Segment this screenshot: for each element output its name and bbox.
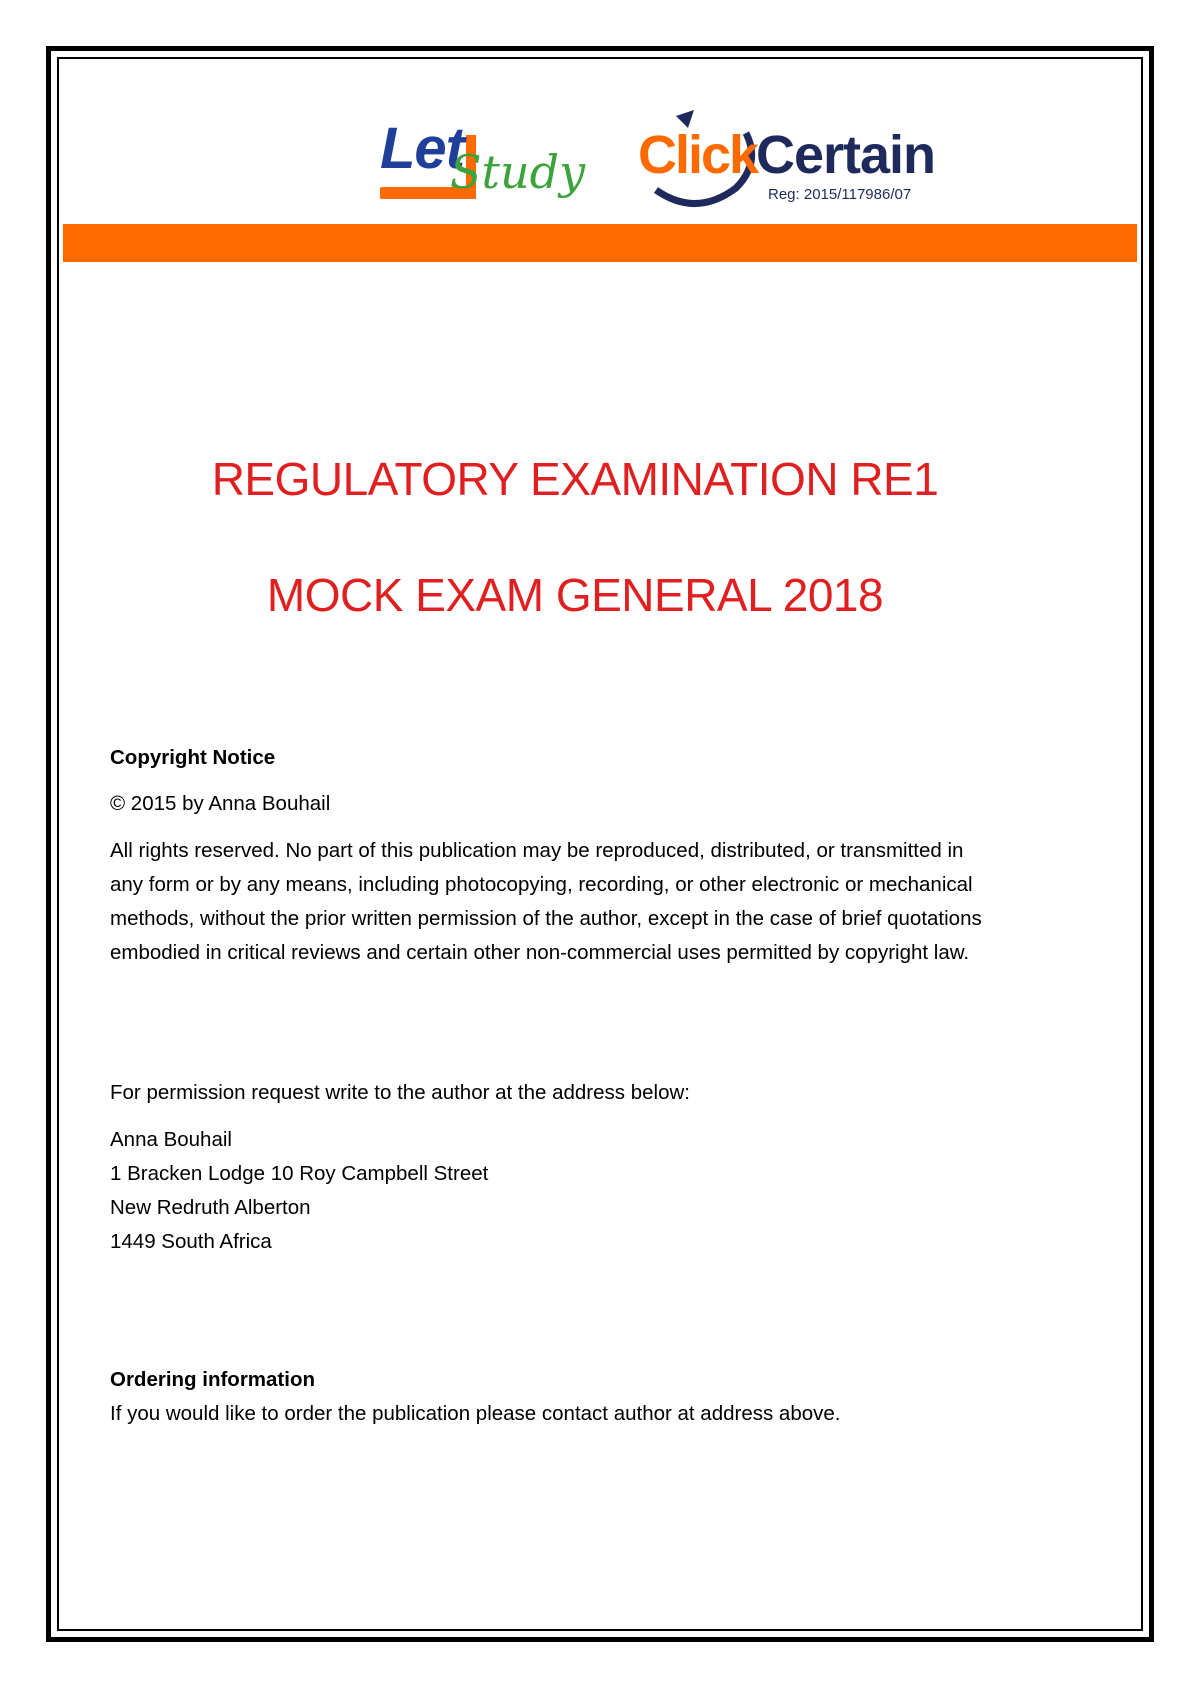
header-accent-bar <box>63 224 1137 262</box>
clickcertain-logo-click: Click <box>638 125 758 185</box>
copyright-heading: Copyright Notice <box>110 746 276 769</box>
letstudy-logo-study: Study <box>450 145 586 199</box>
clickcertain-reg-number: Reg: 2015/117986/07 <box>768 186 912 203</box>
ordering-heading: Ordering information <box>110 1368 315 1391</box>
ordering-text: If you would like to order the publication please contact author at address above. <box>110 1402 841 1425</box>
copyright-body-line: methods, without the prior written permission of the author, except in the case of brief quotations <box>110 907 982 930</box>
address-line: 1 Bracken Lodge 10 Roy Campbell Street <box>110 1162 489 1185</box>
permission-intro: For permission request write to the author at the address below: <box>110 1081 690 1104</box>
clickcertain-logo-certain: Certain <box>756 125 936 185</box>
letstudy-logo-let: Let <box>380 116 464 181</box>
exam-subtitle: MOCK EXAM GENERAL 2018 <box>266 569 884 621</box>
letstudy-logo <box>380 115 586 210</box>
copyright-body-line: any form or by any means, including photocopying, recording, or other electronic or mechanical <box>110 873 973 896</box>
address-line: Anna Bouhail <box>110 1128 232 1151</box>
copyright-body-line: All rights reserved. No part of this publication may be reproduced, distributed, or transmitted in <box>110 839 964 862</box>
copyright-owner: © 2015 by Anna Bouhail <box>110 792 331 815</box>
author-address <box>110 1123 1110 1259</box>
exam-title: REGULATORY EXAMINATION RE1 <box>211 453 939 505</box>
address-line: New Redruth Alberton <box>110 1196 311 1219</box>
copyright-body <box>110 834 1110 970</box>
address-line: 1449 South Africa <box>110 1230 272 1253</box>
copyright-body-line: embodied in critical reviews and certain other non-commercial uses permitted by copyright law. <box>110 941 970 964</box>
clickcertain-logo <box>636 108 936 213</box>
